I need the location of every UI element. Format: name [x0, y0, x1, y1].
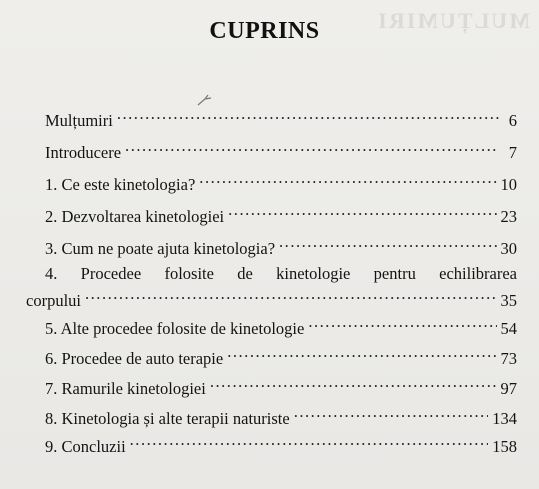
toc-entry-page: 35: [500, 291, 517, 310]
toc-entry-page: 73: [500, 349, 517, 368]
dot-leader: [294, 400, 489, 424]
toc-entry-page: 134: [492, 409, 517, 428]
toc-entry-chapter-3[interactable]: [45, 230, 517, 258]
dot-leader: [308, 310, 496, 334]
dot-leader: [227, 340, 496, 364]
toc-entry-chapter-7[interactable]: [45, 370, 517, 398]
toc-entry-multumiri[interactable]: [45, 102, 517, 130]
toc-entry-label: 1. Ce este kinetologia?: [45, 175, 196, 194]
toc-entry-label: 3. Cum ne poate ajuta kinetologia?: [45, 239, 276, 258]
toc-entry-page: 10: [500, 175, 517, 194]
toc-entry-label: 2. Dezvoltarea kinetologiei: [45, 207, 225, 226]
dot-leader: [279, 230, 496, 254]
toc-entry-chapter-1[interactable]: [45, 166, 517, 194]
toc-entry-label: 9. Concluzii: [45, 437, 126, 456]
dot-leader: [117, 102, 499, 126]
toc-entry-page: 54: [500, 319, 517, 338]
toc-entry-chapter-6[interactable]: [45, 340, 517, 368]
toc-entry-chapter-9[interactable]: [45, 428, 517, 456]
toc-entry-page: 7: [508, 143, 517, 162]
dot-leader: [199, 166, 496, 190]
dot-leader: [85, 282, 497, 306]
toc-entry-introducere[interactable]: [45, 134, 517, 162]
toc-entry-label: Introducere: [45, 143, 122, 162]
toc-entry-page: 158: [492, 437, 517, 456]
dot-leader: [228, 198, 496, 222]
toc-entry-chapter-2[interactable]: [45, 198, 517, 226]
dot-leader: [130, 428, 489, 452]
toc-entry-page: 6: [508, 111, 517, 130]
toc-entry-page: 23: [500, 207, 517, 226]
toc-entry-label: 6. Procedee de auto terapie: [45, 349, 224, 368]
toc-entry-chapter-4[interactable]: [26, 282, 517, 310]
toc-entry-label: Mulțumiri: [45, 111, 113, 130]
bleed-through-text: MULȚUMIRI: [376, 8, 530, 33]
toc-entry-label: 5. Alte procedee folosite de kinetologie: [45, 319, 305, 338]
page-title: CUPRINS: [209, 18, 320, 44]
dot-leader: [125, 134, 499, 158]
toc-entry-chapter-8[interactable]: [45, 400, 517, 428]
toc-entry-chapter-5[interactable]: [45, 310, 517, 338]
toc-entry-page: 97: [500, 379, 517, 398]
toc-entry-page: 30: [500, 239, 517, 258]
toc-entry-label: 8. Kinetologia și alte terapii naturiste: [45, 409, 290, 428]
toc-entry-label: corpului: [26, 291, 81, 310]
dot-leader: [210, 370, 497, 394]
toc-entry-label: 7. Ramurile kinetologiei: [45, 379, 206, 398]
toc-entry-chapter-4-line1[interactable]: 4. Procedee folosite de kinetologie pentru echilibrarea: [45, 264, 517, 283]
